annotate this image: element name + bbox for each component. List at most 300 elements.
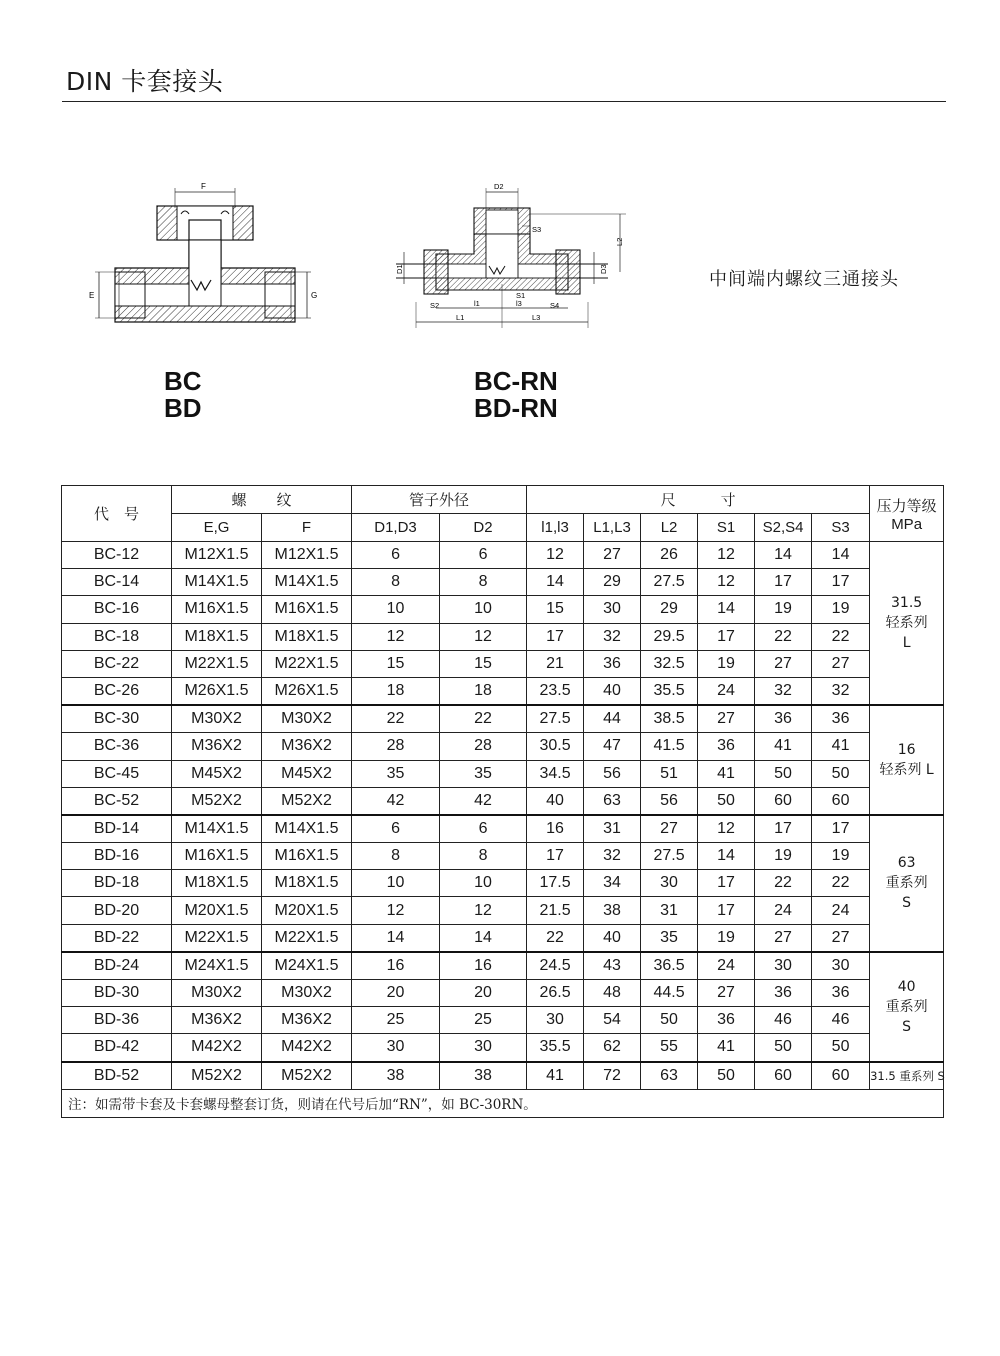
cell-value: 12 (440, 897, 527, 924)
cell-value: 17 (698, 897, 755, 924)
cell-value: 50 (812, 1034, 870, 1062)
cell-value: M22X1.5 (172, 650, 262, 677)
cell-value: 18 (440, 677, 527, 705)
cell-value: 34 (584, 870, 641, 897)
cell-code: BD-22 (62, 924, 172, 952)
cell-value: 47 (584, 733, 641, 760)
cell-value: M26X1.5 (172, 677, 262, 705)
cell-code: BC-45 (62, 760, 172, 787)
dim-l2-label: L2 (615, 237, 624, 246)
cell-value: 41 (812, 733, 870, 760)
cell-value: 30.5 (527, 733, 584, 760)
cell-value: 28 (352, 733, 440, 760)
cell-value: 30 (812, 952, 870, 980)
cell-value: 60 (755, 1062, 812, 1090)
cell-value: 14 (755, 542, 812, 569)
cell-value: M52X2 (262, 1062, 352, 1090)
cell-value: 36 (812, 980, 870, 1007)
cell-code: BC-18 (62, 623, 172, 650)
cell-value: 35 (352, 760, 440, 787)
cell-value: 17 (698, 870, 755, 897)
cell-value: M18X1.5 (172, 623, 262, 650)
cell-value: 16 (527, 815, 584, 843)
header-pressure-title: 压力等级 (876, 496, 937, 515)
model-label-bd-rn: BD-RN (474, 393, 558, 423)
cell-value: 36.5 (641, 952, 698, 980)
cell-value: 24 (755, 897, 812, 924)
cell-value: 22 (755, 870, 812, 897)
cell-value: M20X1.5 (172, 897, 262, 924)
cell-value: 12 (440, 623, 527, 650)
cell-code: BD-16 (62, 843, 172, 870)
cell-value: M16X1.5 (262, 596, 352, 623)
cell-value: M24X1.5 (262, 952, 352, 980)
dim-l3-label: L3 (532, 313, 541, 322)
cell-value: M30X2 (172, 980, 262, 1007)
cell-value: 56 (584, 760, 641, 787)
cell-value: 19 (755, 843, 812, 870)
header-thread: 螺 纹 (172, 486, 352, 514)
cell-value: 40 (584, 677, 641, 705)
cell-value: 32 (584, 843, 641, 870)
table-row (62, 650, 944, 677)
pressure-series: 轻系列 L (879, 762, 934, 778)
dim-d1-label: D1 (395, 264, 404, 274)
table-row (62, 787, 944, 815)
cell-value: 8 (440, 569, 527, 596)
cell-value: 41 (698, 760, 755, 787)
cell-value: 15 (440, 650, 527, 677)
cell-value: 14 (698, 843, 755, 870)
table-row (62, 1062, 944, 1090)
cell-value: 34.5 (527, 760, 584, 787)
cell-value: 22 (440, 705, 527, 733)
cell-value: 12 (698, 542, 755, 569)
cell-code: BC-26 (62, 677, 172, 705)
cell-value: 50 (641, 1007, 698, 1034)
dim-l3-small-label: l3 (516, 299, 522, 308)
cell-value: 17 (527, 623, 584, 650)
cell-value: 8 (352, 843, 440, 870)
pressure-code: S (902, 1018, 912, 1035)
cell-value: 46 (755, 1007, 812, 1034)
cell-value: 17 (755, 815, 812, 843)
table-row (62, 623, 944, 650)
cell-code: BC-16 (62, 596, 172, 623)
cell-value: 17 (812, 569, 870, 596)
cell-value: 46 (812, 1007, 870, 1034)
cell-value: 50 (698, 787, 755, 815)
cell-value: 29.5 (641, 623, 698, 650)
cell-value: 27 (584, 542, 641, 569)
header-L1L3: L1,L3 (584, 514, 641, 542)
pressure-series: 重系列 (885, 875, 928, 892)
cell-value: 36 (698, 733, 755, 760)
spec-table (61, 485, 944, 1118)
cell-value: M36X2 (262, 1007, 352, 1034)
cell-value: 50 (812, 760, 870, 787)
cell-code: BD-14 (62, 815, 172, 843)
cell-code: BC-52 (62, 787, 172, 815)
cell-value: 32 (584, 623, 641, 650)
header-d2: D2 (440, 514, 527, 542)
header-L2: L2 (641, 514, 698, 542)
cell-value: 17.5 (527, 870, 584, 897)
pressure-value: 31.5 重系列 S (870, 1068, 945, 1083)
model-label-bc: BC (164, 366, 202, 396)
header-s1: S1 (698, 514, 755, 542)
cell-value: 18 (352, 677, 440, 705)
cell-code: BD-42 (62, 1034, 172, 1062)
table-row (62, 843, 944, 870)
cell-value: 31 (584, 815, 641, 843)
cell-value: 36 (698, 1007, 755, 1034)
header-l1l3: l1,l3 (527, 514, 584, 542)
cell-value: M52X2 (172, 787, 262, 815)
cell-value: 6 (352, 815, 440, 843)
cell-value: M18X1.5 (262, 623, 352, 650)
header-eg: E,G (172, 514, 262, 542)
cell-value: 30 (352, 1034, 440, 1062)
cell-value: 22 (812, 870, 870, 897)
cell-value: 27.5 (641, 569, 698, 596)
cell-value: 42 (440, 787, 527, 815)
cell-code: BD-30 (62, 980, 172, 1007)
cell-value: 30 (440, 1034, 527, 1062)
cell-value: 17 (698, 623, 755, 650)
header-f: F (262, 514, 352, 542)
cell-value: 32 (755, 677, 812, 705)
cell-value: 17 (755, 569, 812, 596)
cell-value: 24 (698, 677, 755, 705)
cell-value: 14 (352, 924, 440, 952)
cell-value: 31 (641, 897, 698, 924)
cell-value: 8 (352, 569, 440, 596)
cell-value: 15 (527, 596, 584, 623)
cell-value: 6 (352, 542, 440, 569)
pressure-series: 重系列 (885, 998, 928, 1015)
cell-value: M12X1.5 (262, 542, 352, 569)
cell-value: 29 (584, 569, 641, 596)
cell-value: 15 (352, 650, 440, 677)
cell-value: 60 (812, 787, 870, 815)
pressure-code: S (902, 895, 912, 912)
cell-value: 27 (698, 980, 755, 1007)
cell-value: 29 (641, 596, 698, 623)
cell-value: 50 (698, 1062, 755, 1090)
cell-value: 26.5 (527, 980, 584, 1007)
cell-value: 35 (641, 924, 698, 952)
pressure-group (870, 542, 944, 706)
table-row (62, 760, 944, 787)
cell-value: 16 (440, 952, 527, 980)
dim-s1-label: S1 (516, 291, 526, 300)
header-s3: S3 (812, 514, 870, 542)
table-row (62, 897, 944, 924)
cell-value: 36 (755, 980, 812, 1007)
table-row (62, 815, 944, 843)
cell-value: 14 (440, 924, 527, 952)
pressure-group (870, 1062, 944, 1090)
dim-d3-label: D3 (599, 264, 608, 274)
cell-value: 6 (440, 542, 527, 569)
cell-value: 25 (440, 1007, 527, 1034)
cell-value: 6 (440, 815, 527, 843)
cell-value: M18X1.5 (172, 870, 262, 897)
cell-value: 10 (352, 870, 440, 897)
cell-value: 60 (812, 1062, 870, 1090)
cell-value: 27 (641, 815, 698, 843)
dim-d2-label: D2 (494, 182, 504, 191)
cell-value: 27 (755, 650, 812, 677)
cell-value: 26 (641, 542, 698, 569)
cell-value: M14X1.5 (172, 569, 262, 596)
model-label-left (164, 368, 202, 422)
cell-value: 38 (440, 1062, 527, 1090)
title-divider (62, 101, 946, 102)
cell-value: 38 (352, 1062, 440, 1090)
cell-value: 28 (440, 733, 527, 760)
cell-value: 22 (527, 924, 584, 952)
cell-value: 19 (698, 650, 755, 677)
pressure-value: 63 (897, 855, 916, 872)
cell-value: M36X2 (172, 733, 262, 760)
cell-value: 41 (698, 1034, 755, 1062)
pressure-series: 轻系列 (885, 615, 928, 632)
cell-value: 35.5 (527, 1034, 584, 1062)
table-row (62, 596, 944, 623)
cell-value: M30X2 (262, 980, 352, 1007)
cell-value: 32 (812, 677, 870, 705)
cell-value: 36 (812, 705, 870, 733)
cell-value: 41 (755, 733, 812, 760)
cell-value: 41.5 (641, 733, 698, 760)
cell-value: 50 (755, 1034, 812, 1062)
dim-f-label: F (201, 182, 206, 191)
pressure-value: 31.5 (891, 595, 923, 612)
cell-value: 60 (755, 787, 812, 815)
dim-l1-label: L1 (456, 313, 465, 322)
cell-value: 25 (352, 1007, 440, 1034)
dim-s3-label: S3 (532, 225, 542, 234)
cell-value: 14 (698, 596, 755, 623)
cell-value: M26X1.5 (262, 677, 352, 705)
cell-code: BC-36 (62, 733, 172, 760)
model-label-bd: BD (164, 393, 202, 423)
cell-value: 20 (440, 980, 527, 1007)
cell-value: 30 (584, 596, 641, 623)
cell-value: M16X1.5 (262, 843, 352, 870)
cell-value: 19 (812, 843, 870, 870)
cell-value: 48 (584, 980, 641, 1007)
table-note: 注：如需带卡套及卡套螺母整套订货，则请在代号后加“RN”，如 BC-30RN。 (62, 1089, 944, 1117)
cell-code: BD-18 (62, 870, 172, 897)
cell-value: 10 (440, 596, 527, 623)
cell-value: M24X1.5 (172, 952, 262, 980)
cell-value: 24 (698, 952, 755, 980)
cell-value: 12 (698, 815, 755, 843)
cell-value: M20X1.5 (262, 897, 352, 924)
dim-e-label: E (89, 291, 95, 300)
cell-code: BC-22 (62, 650, 172, 677)
cell-code: BC-12 (62, 542, 172, 569)
table-row (62, 542, 944, 569)
cell-code: BC-14 (62, 569, 172, 596)
cell-value: 16 (352, 952, 440, 980)
cell-value: 51 (641, 760, 698, 787)
cell-code: BD-52 (62, 1062, 172, 1090)
cell-value: 32.5 (641, 650, 698, 677)
cell-value: 38.5 (641, 705, 698, 733)
cell-value: 42 (352, 787, 440, 815)
cell-code: BC-30 (62, 705, 172, 733)
cell-value: M45X2 (172, 760, 262, 787)
cell-value: 63 (641, 1062, 698, 1090)
cell-value: 54 (584, 1007, 641, 1034)
bc-rn-bd-rn-drawing (382, 180, 632, 330)
cell-value: 36 (584, 650, 641, 677)
cell-value: M42X2 (172, 1034, 262, 1062)
bc-bd-drawing (85, 180, 320, 340)
cell-value: 17 (527, 843, 584, 870)
cell-value: 17 (812, 815, 870, 843)
cell-value: 22 (352, 705, 440, 733)
spec-table-body (62, 542, 944, 1090)
table-row (62, 733, 944, 760)
cell-value: 36 (755, 705, 812, 733)
cell-value: 55 (641, 1034, 698, 1062)
table-row (62, 870, 944, 897)
product-description: 中间端内螺纹三通接头 (709, 269, 899, 290)
cell-code: BD-36 (62, 1007, 172, 1034)
pressure-value: 16 (897, 742, 916, 758)
header-d1d3: D1,D3 (352, 514, 440, 542)
cell-value: 14 (812, 542, 870, 569)
table-row (62, 1007, 944, 1034)
pressure-group (870, 705, 944, 815)
cell-value: 19 (812, 596, 870, 623)
cell-value: M12X1.5 (172, 542, 262, 569)
cell-value: 38 (584, 897, 641, 924)
header-tube-od: 管子外径 (352, 486, 527, 514)
page-title: DIN 卡套接头 (66, 67, 224, 96)
cell-value: 12 (352, 623, 440, 650)
cell-value: M22X1.5 (262, 924, 352, 952)
cell-value: 12 (698, 569, 755, 596)
cell-value: 10 (440, 870, 527, 897)
cell-value: M52X2 (172, 1062, 262, 1090)
cell-value: M22X1.5 (172, 924, 262, 952)
cell-value: M14X1.5 (262, 815, 352, 843)
cell-value: 43 (584, 952, 641, 980)
cell-value: 21 (527, 650, 584, 677)
cell-value: 56 (641, 787, 698, 815)
cell-value: 30 (527, 1007, 584, 1034)
cell-value: 40 (584, 924, 641, 952)
cell-value: M52X2 (262, 787, 352, 815)
cell-value: 44 (584, 705, 641, 733)
header-pressure (870, 486, 944, 542)
cell-value: M22X1.5 (262, 650, 352, 677)
cell-value: 30 (641, 870, 698, 897)
table-row (62, 952, 944, 980)
cell-value: M16X1.5 (172, 843, 262, 870)
cell-value: M16X1.5 (172, 596, 262, 623)
cell-value: 20 (352, 980, 440, 1007)
cell-value: M14X1.5 (262, 569, 352, 596)
cell-value: 27 (812, 924, 870, 952)
cell-value: M14X1.5 (172, 815, 262, 843)
cell-code: BD-20 (62, 897, 172, 924)
cell-value: 8 (440, 843, 527, 870)
cell-value: 19 (755, 596, 812, 623)
cell-value: 22 (755, 623, 812, 650)
header-code: 代 号 (62, 486, 172, 542)
cell-value: 27 (755, 924, 812, 952)
dim-g-label: G (311, 291, 318, 300)
dim-s2-label: S2 (430, 301, 440, 310)
cell-value: 19 (698, 924, 755, 952)
cell-value: 23.5 (527, 677, 584, 705)
cell-value: M45X2 (262, 760, 352, 787)
cell-value: 27 (698, 705, 755, 733)
cell-value: 10 (352, 596, 440, 623)
cell-value: 12 (527, 542, 584, 569)
table-row (62, 677, 944, 705)
header-dims: 尺 寸 (527, 486, 870, 514)
model-label-bc-rn: BC-RN (474, 366, 558, 396)
table-row (62, 1034, 944, 1062)
cell-value: M36X2 (262, 733, 352, 760)
cell-value: 30 (755, 952, 812, 980)
table-row (62, 980, 944, 1007)
cell-value: 22 (812, 623, 870, 650)
table-row (62, 569, 944, 596)
cell-value: 72 (584, 1062, 641, 1090)
cell-value: M30X2 (172, 705, 262, 733)
cell-value: M42X2 (262, 1034, 352, 1062)
cell-value: 62 (584, 1034, 641, 1062)
cell-value: 44.5 (641, 980, 698, 1007)
cell-value: 50 (755, 760, 812, 787)
pressure-value: 40 (897, 978, 916, 995)
cell-value: 21.5 (527, 897, 584, 924)
cell-value: M30X2 (262, 705, 352, 733)
model-label-right (474, 368, 558, 422)
cell-value: 63 (584, 787, 641, 815)
cell-value: 27.5 (641, 843, 698, 870)
cell-value: 35 (440, 760, 527, 787)
pressure-group (870, 952, 944, 1062)
table-row (62, 705, 944, 733)
cell-value: 24.5 (527, 952, 584, 980)
pressure-group (870, 815, 944, 952)
header-s2s4: S2,S4 (755, 514, 812, 542)
cell-code: BD-24 (62, 952, 172, 980)
cell-value: M18X1.5 (262, 870, 352, 897)
header-pressure-unit: MPa (891, 515, 923, 533)
pressure-code: L (902, 635, 911, 652)
cell-value: 35.5 (641, 677, 698, 705)
cell-value: 27 (812, 650, 870, 677)
cell-value: 40 (527, 787, 584, 815)
cell-value: 12 (352, 897, 440, 924)
cell-value: M36X2 (172, 1007, 262, 1034)
cell-value: 24 (812, 897, 870, 924)
table-row (62, 924, 944, 952)
cell-value: 27.5 (527, 705, 584, 733)
cell-value: 41 (527, 1062, 584, 1090)
